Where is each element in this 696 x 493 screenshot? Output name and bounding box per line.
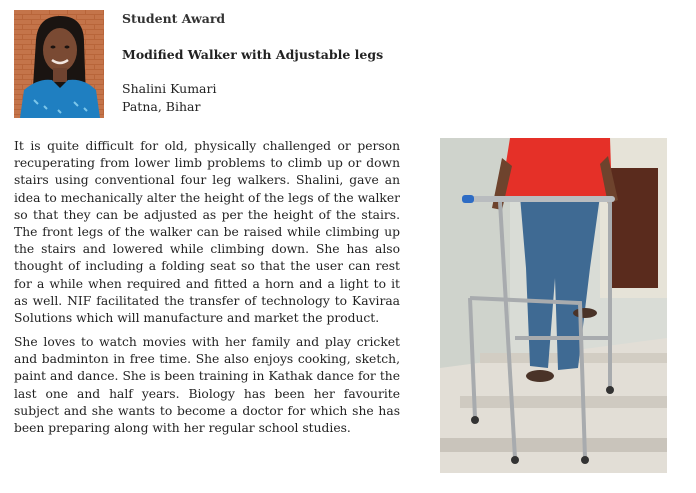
student-portrait — [14, 10, 104, 118]
description-paragraph: It is quite difficult for old, physically challenged or person recuperating from lower limb problems to climb up or down stairs using conventional four leg walkers. Shalini, gave an idea to mechanically alter the height of the legs of the walker so that they can be adjusted as per the height of the stairs. The front legs of the walker can be raised while climbing up the stairs and lowered while climbing down. She has also thought of including a folding seat so that the user can rest for a while when required and fitted a horn and a light to it as well. NIF facilitated the transfer of technology to Kaviraa Solutions which will manufacture and market the product. — [14, 139, 400, 326]
project-title: Modified Walker with Adjustable legs — [122, 47, 384, 62]
biography-paragraph: She loves to watch movies with her family and play cricket and badminton in free time. She also enjoys cooking, sketch, paint and dance. She is been training in Kathak dance for the last one and half years. Biology has been her favourite subject and she wants to become a doctor for which she has been preparing along with her regular school studies. — [14, 335, 400, 436]
walker-photo — [440, 138, 667, 473]
student-location: Patna, Bihar — [122, 99, 201, 114]
student-name: Shalini Kumari — [122, 81, 217, 96]
walker-on-stairs-image — [440, 138, 667, 473]
portrait-image — [14, 10, 104, 118]
section-label: Student Award — [122, 11, 226, 26]
